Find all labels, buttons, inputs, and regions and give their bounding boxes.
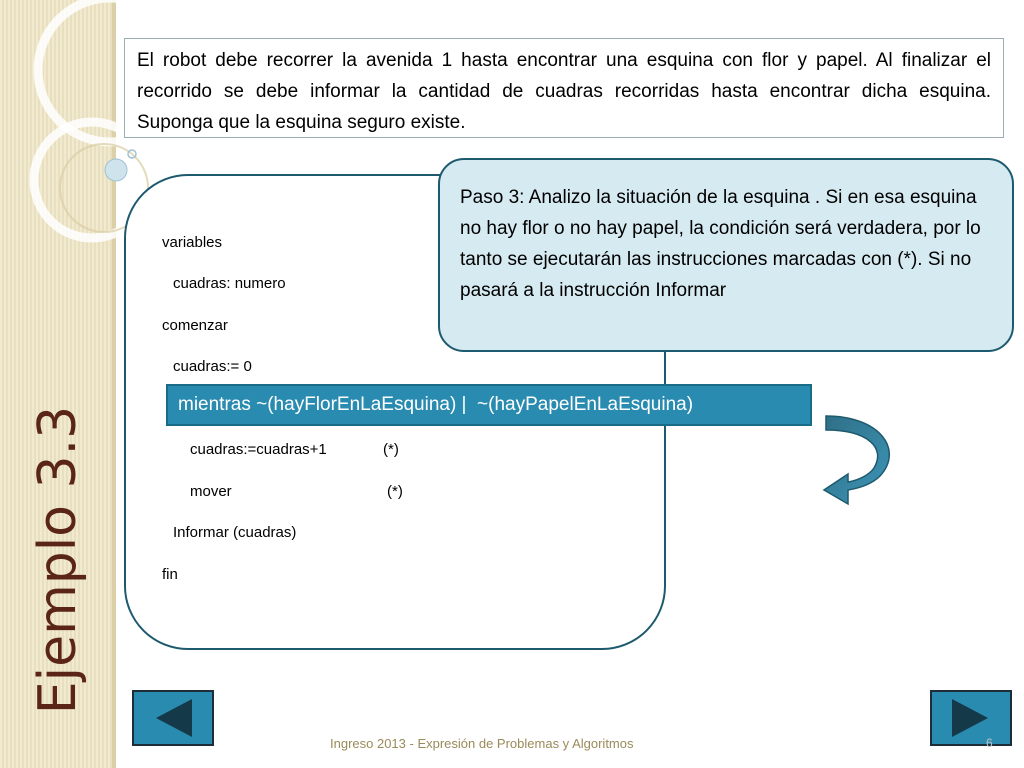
code-line-declaration: cuadras: numero <box>173 275 286 292</box>
code-line-variables: variables <box>162 234 223 251</box>
section-title: Ejemplo 3.3 <box>28 405 88 715</box>
page-number: 6 <box>986 736 993 750</box>
code-line-mover: mover <box>190 483 232 500</box>
code-line-fin: fin <box>162 566 178 583</box>
triangle-right-icon <box>932 692 1010 744</box>
step-callout: Paso 3: Analizo la situación de la esquina . Si en esa esquina no hay flor o no hay papel, la condición será verdadera, por lo tanto se ejecutarán las instrucciones marcadas con (*). Si no pasará a la instrucción Informar <box>438 158 1014 352</box>
next-slide-button[interactable] <box>930 690 1012 746</box>
code-line-marker: (*) <box>387 483 403 500</box>
code-line-marker: (*) <box>383 441 399 458</box>
triangle-left-icon <box>134 692 212 744</box>
code-line-init: cuadras:= 0 <box>173 358 252 375</box>
problem-statement: El robot debe recorrer la avenida 1 hasta encontrar una esquina con flor y papel. Al finalizar el recorrido se debe informar la cantidad de cuadras recorridas hasta encontrar dicha esquina. Suponga que la esquina seguro existe. <box>124 38 1004 138</box>
code-line-informar: Informar (cuadras) <box>173 524 297 541</box>
previous-slide-button[interactable] <box>132 690 214 746</box>
loop-arrow-icon <box>820 410 900 520</box>
code-line-increment: cuadras:=cuadras+1 <box>190 441 327 458</box>
highlighted-code-line: mientras ~(hayFlorEnLaEsquina) | ~(hayPapelEnLaEsquina) <box>166 384 812 426</box>
slide-footer: Ingreso 2013 - Expresión de Problemas y Algoritmos <box>330 736 634 751</box>
code-line-comenzar: comenzar <box>162 317 228 334</box>
